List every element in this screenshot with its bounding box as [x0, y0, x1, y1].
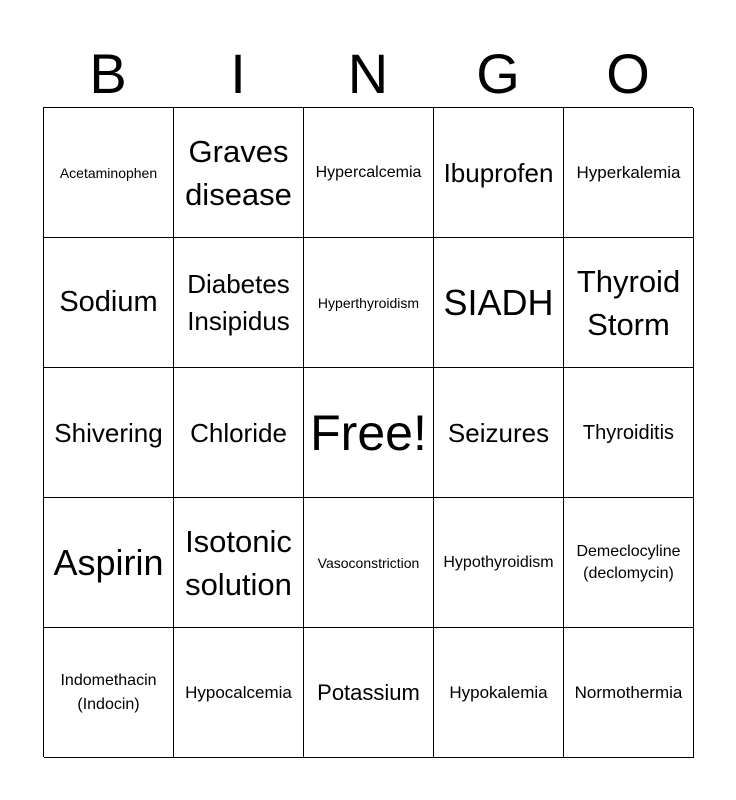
bingo-cell[interactable] — [434, 628, 564, 758]
bingo-cell[interactable] — [174, 238, 304, 368]
cell-label: Sodium — [59, 286, 158, 318]
cell-label: Vasoconstriction — [317, 554, 420, 571]
bingo-cell[interactable] — [44, 628, 174, 758]
bingo-cell[interactable] — [434, 498, 564, 628]
cell-label: Chloride — [190, 417, 287, 448]
cell-label: Graves disease — [185, 133, 292, 212]
bingo-cell[interactable] — [44, 368, 174, 498]
cell-label: Thyroid Storm — [576, 263, 681, 342]
bingo-cell[interactable] — [174, 628, 304, 758]
cell-label: Normothermia — [574, 682, 683, 702]
cell-label: Hypocalcemia — [185, 682, 292, 702]
free-space-cell[interactable] — [304, 368, 434, 498]
cell-label: Hyperkalemia — [576, 162, 681, 182]
header-letter-i: I — [230, 42, 246, 105]
bingo-cell[interactable] — [434, 108, 564, 238]
cell-label: Hyperthyroidism — [317, 294, 420, 311]
cell-label: Isotonic solution — [185, 523, 292, 602]
header-letter-b: B — [89, 42, 127, 105]
cell-label: Ibuprofen — [443, 157, 554, 188]
free-space-label: Free! — [310, 404, 427, 461]
bingo-cell[interactable] — [44, 238, 174, 368]
bingo-cell[interactable] — [44, 498, 174, 628]
bingo-card-grid — [43, 107, 693, 757]
bingo-cell[interactable] — [304, 498, 434, 628]
header-letter-o: O — [606, 42, 650, 105]
cell-label: Demeclocyline (declomycin) — [576, 542, 681, 582]
bingo-cell[interactable] — [44, 108, 174, 238]
bingo-cell[interactable] — [564, 238, 694, 368]
bingo-cell[interactable] — [434, 238, 564, 368]
cell-label: Acetaminophen — [59, 164, 158, 181]
cell-label: Seizures — [447, 417, 550, 448]
cell-label: Hypothyroidism — [443, 553, 554, 571]
cell-label: Hypokalemia — [449, 682, 548, 702]
bingo-cell[interactable] — [174, 368, 304, 498]
bingo-cell[interactable] — [564, 368, 694, 498]
cell-label: Thyroiditis — [582, 421, 675, 444]
cell-label: Hypercalcemia — [315, 163, 422, 181]
cell-label: Diabetes Insipidus — [187, 268, 290, 336]
bingo-cell[interactable] — [304, 238, 434, 368]
header-letter-n: N — [347, 42, 389, 105]
cell-label: Indomethacin (Indocin) — [60, 671, 157, 713]
bingo-cell[interactable] — [434, 368, 564, 498]
cell-label: Aspirin — [53, 541, 164, 583]
bingo-cell[interactable] — [564, 108, 694, 238]
bingo-cell[interactable] — [564, 628, 694, 758]
bingo-cell[interactable] — [174, 498, 304, 628]
bingo-cell[interactable] — [174, 108, 304, 238]
bingo-cell[interactable] — [304, 628, 434, 758]
cell-label: SIADH — [443, 281, 554, 323]
bingo-header — [43, 42, 693, 106]
cell-label: Potassium — [317, 679, 420, 705]
cell-label: Shivering — [54, 417, 163, 448]
header-letter-g: G — [476, 42, 520, 105]
bingo-cell[interactable] — [304, 108, 434, 238]
bingo-cell[interactable] — [564, 498, 694, 628]
